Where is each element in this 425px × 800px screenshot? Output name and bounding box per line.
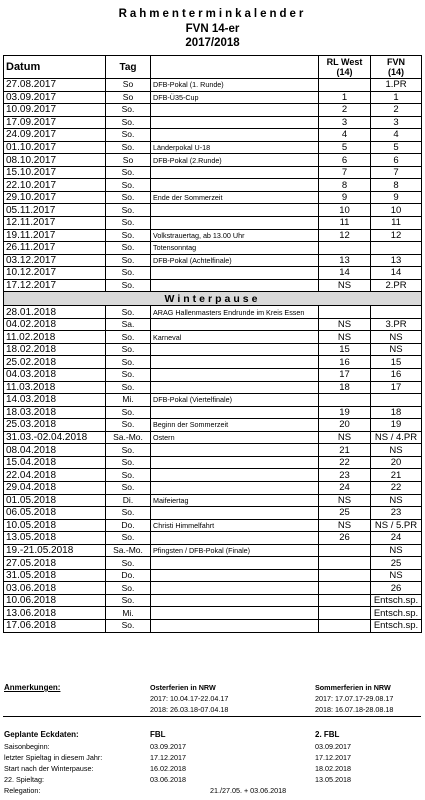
- cell-rl-west: 25: [319, 507, 371, 520]
- cell-tag: So.: [106, 331, 151, 344]
- cell-rl-west: [319, 394, 371, 407]
- cell-rl-west: [319, 306, 371, 319]
- cell-rl-west: 17: [319, 369, 371, 382]
- cell-tag: So.: [106, 254, 151, 267]
- table-row: [4, 494, 422, 507]
- eckdaten-title: Geplante Eckdaten:: [4, 730, 79, 739]
- cell-datum: 17.12.2017: [4, 279, 106, 292]
- winterpause-row: [4, 292, 422, 306]
- cell-rl-west: [319, 594, 371, 607]
- cell-fvn: 3.PR: [371, 318, 422, 331]
- eckdaten-2fbl-value: 03.09.2017: [315, 742, 351, 751]
- table-row: [4, 306, 422, 319]
- cell-tag: Mi.: [106, 607, 151, 620]
- table-header-row: [4, 56, 422, 79]
- eckdaten-fbl-value: 03.06.2018: [150, 775, 186, 784]
- sommerferien-2018: 2018: 16.07.18-28.08.18: [315, 705, 394, 714]
- cell-fvn: 2: [371, 104, 422, 117]
- cell-fvn: NS: [371, 544, 422, 557]
- cell-event: [151, 381, 319, 394]
- cell-fvn: 8: [371, 179, 422, 192]
- cell-datum: 10.12.2017: [4, 267, 106, 280]
- cell-datum: 14.03.2018: [4, 394, 106, 407]
- cell-datum: 13.05.2018: [4, 532, 106, 545]
- cell-tag: So.: [106, 242, 151, 255]
- cell-fvn: 9: [371, 191, 422, 204]
- cell-datum: 29.04.2018: [4, 481, 106, 494]
- table-row: [4, 191, 422, 204]
- cell-rl-west: 22: [319, 456, 371, 469]
- cell-rl-west: NS: [319, 279, 371, 292]
- column-header-fvn: [371, 56, 422, 79]
- cell-datum: 31.03.-02.04.2018: [4, 431, 106, 444]
- cell-event: [151, 619, 319, 632]
- cell-fvn: Entsch.sp.: [371, 594, 422, 607]
- sommerferien-2017: 2017: 17.07.17-29.08.17: [315, 694, 394, 703]
- eckdaten-2fbl-value: 13.05.2018: [315, 775, 351, 784]
- table-row: [4, 79, 422, 92]
- osterferien-title: Osterferien in NRW: [150, 683, 216, 692]
- cell-tag: So.: [106, 141, 151, 154]
- table-row: [4, 154, 422, 167]
- cell-fvn: [371, 242, 422, 255]
- cell-event: ARAG Hallenmasters Endrunde im Kreis Essen: [151, 306, 319, 319]
- table-row: [4, 607, 422, 620]
- cell-event: [151, 356, 319, 369]
- cell-tag: Di.: [106, 494, 151, 507]
- cell-fvn: 15: [371, 356, 422, 369]
- cell-fvn: 7: [371, 166, 422, 179]
- table-row: [4, 129, 422, 142]
- cell-rl-west: [319, 242, 371, 255]
- cell-fvn: 3: [371, 116, 422, 129]
- cell-datum: 11.03.2018: [4, 381, 106, 394]
- table-row: [4, 569, 422, 582]
- cell-tag: So.: [106, 557, 151, 570]
- cell-tag: Sa.-Mo.: [106, 544, 151, 557]
- cell-datum: 03.06.2018: [4, 582, 106, 595]
- cell-tag: Sa.: [106, 318, 151, 331]
- cell-event: DFB-Pokal (Viertelfinale): [151, 394, 319, 407]
- cell-datum: 03.09.2017: [4, 91, 106, 104]
- cell-fvn: 20: [371, 456, 422, 469]
- cell-rl-west: 15: [319, 343, 371, 356]
- column-header-event: [151, 56, 319, 79]
- eckdaten-fbl-value: 03.09.2017: [150, 742, 186, 751]
- cell-event: [151, 507, 319, 520]
- cell-event: [151, 456, 319, 469]
- anmerkungen-label: Anmerkungen:: [4, 683, 61, 692]
- cell-datum: 05.11.2017: [4, 204, 106, 217]
- table-row: [4, 469, 422, 482]
- section-divider: [3, 716, 421, 717]
- cell-rl-west: 18: [319, 381, 371, 394]
- cell-rl-west: 20: [319, 419, 371, 432]
- cell-tag: So.: [106, 532, 151, 545]
- cell-event: Ostern: [151, 431, 319, 444]
- table-row: [4, 507, 422, 520]
- cell-event: [151, 481, 319, 494]
- relegation-value: 21./27.05. + 03.06.2018: [210, 786, 287, 795]
- cell-fvn: NS: [371, 494, 422, 507]
- cell-fvn: NS / 5.PR: [371, 519, 422, 532]
- cell-rl-west: NS: [319, 331, 371, 344]
- cell-datum: 27.08.2017: [4, 79, 106, 92]
- table-row: [4, 141, 422, 154]
- cell-datum: 01.05.2018: [4, 494, 106, 507]
- cell-event: [151, 557, 319, 570]
- cell-tag: So.: [106, 306, 151, 319]
- page-title: Rahmenterminkalender: [118, 8, 307, 20]
- cell-tag: So.: [106, 267, 151, 280]
- cell-datum: 19.11.2017: [4, 229, 106, 242]
- cell-tag: So.: [106, 406, 151, 419]
- cell-datum: 25.03.2018: [4, 419, 106, 432]
- cell-rl-west: 2: [319, 104, 371, 117]
- cell-fvn: NS / 4.PR: [371, 431, 422, 444]
- table-row: [4, 267, 422, 280]
- cell-tag: So.: [106, 191, 151, 204]
- cell-fvn: 10: [371, 204, 422, 217]
- cell-event: Pfingsten / DFB-Pokal (Finale): [151, 544, 319, 557]
- cell-tag: So.: [106, 582, 151, 595]
- cell-event: Christi Himmelfahrt: [151, 519, 319, 532]
- cell-tag: So.: [106, 116, 151, 129]
- table-row: [4, 419, 422, 432]
- table-row: [4, 594, 422, 607]
- cell-tag: So.: [106, 179, 151, 192]
- cell-event: DFB-Pokal (1. Runde): [151, 79, 319, 92]
- cell-fvn: 1: [371, 91, 422, 104]
- cell-tag: So.: [106, 204, 151, 217]
- cell-fvn: 21: [371, 469, 422, 482]
- cell-rl-west: 11: [319, 217, 371, 230]
- cell-datum: 27.05.2018: [4, 557, 106, 570]
- cell-fvn: 5: [371, 141, 422, 154]
- cell-fvn: 6: [371, 154, 422, 167]
- table-row: [4, 116, 422, 129]
- table-row: [4, 166, 422, 179]
- cell-event: [151, 569, 319, 582]
- cell-rl-west: 12: [319, 229, 371, 242]
- cell-fvn: 13: [371, 254, 422, 267]
- table-row: [4, 456, 422, 469]
- cell-tag: So.: [106, 507, 151, 520]
- cell-rl-west: NS: [319, 318, 371, 331]
- cell-rl-west: [319, 557, 371, 570]
- calendar-table: [3, 55, 422, 633]
- cell-tag: So.: [106, 469, 151, 482]
- cell-tag: Do.: [106, 519, 151, 532]
- cell-tag: So.: [106, 217, 151, 230]
- cell-datum: 29.10.2017: [4, 191, 106, 204]
- cell-datum: 22.04.2018: [4, 469, 106, 482]
- cell-tag: So.: [106, 129, 151, 142]
- cell-rl-west: [319, 569, 371, 582]
- cell-event: [151, 129, 319, 142]
- cell-datum: 24.09.2017: [4, 129, 106, 142]
- cell-fvn: 14: [371, 267, 422, 280]
- cell-tag: So: [106, 154, 151, 167]
- column-header-rl-west: [319, 56, 371, 79]
- table-row: [4, 104, 422, 117]
- cell-datum: 28.01.2018: [4, 306, 106, 319]
- cell-datum: 12.11.2017: [4, 217, 106, 230]
- cell-datum: 17.09.2017: [4, 116, 106, 129]
- cell-rl-west: 6: [319, 154, 371, 167]
- eckdaten-2fbl-value: 17.12.2017: [315, 753, 351, 762]
- cell-event: [151, 406, 319, 419]
- cell-rl-west: 5: [319, 141, 371, 154]
- fvn-label: FVN: [387, 57, 405, 67]
- cell-tag: So.: [106, 343, 151, 356]
- cell-datum: 18.02.2018: [4, 343, 106, 356]
- cell-event: Ende der Sommerzeit: [151, 191, 319, 204]
- table-row: [4, 481, 422, 494]
- season-label: 2017/2018: [185, 37, 240, 49]
- cell-datum: 25.02.2018: [4, 356, 106, 369]
- cell-tag: So.: [106, 229, 151, 242]
- cell-fvn: Entsch.sp.: [371, 619, 422, 632]
- cell-datum: 08.10.2017: [4, 154, 106, 167]
- cell-tag: So.: [106, 279, 151, 292]
- eckdaten-label: letzter Spieltag in diesem Jahr:: [4, 753, 103, 762]
- cell-datum: 06.05.2018: [4, 507, 106, 520]
- eckdaten-fbl-value: 17.12.2017: [150, 753, 186, 762]
- cell-tag: So.: [106, 381, 151, 394]
- table-row: [4, 331, 422, 344]
- cell-fvn: [371, 394, 422, 407]
- cell-fvn: 16: [371, 369, 422, 382]
- cell-datum: 01.10.2017: [4, 141, 106, 154]
- cell-fvn: 22: [371, 481, 422, 494]
- cell-datum: 04.02.2018: [4, 318, 106, 331]
- cell-event: Totensonntag: [151, 242, 319, 255]
- cell-rl-west: 26: [319, 532, 371, 545]
- table-row: [4, 394, 422, 407]
- cell-event: [151, 217, 319, 230]
- cell-rl-west: [319, 79, 371, 92]
- cell-rl-west: NS: [319, 431, 371, 444]
- column-header-datum: Datum: [4, 56, 106, 79]
- cell-tag: So.: [106, 444, 151, 457]
- cell-event: DFB-Pokal (2.Runde): [151, 154, 319, 167]
- cell-fvn: 2.PR: [371, 279, 422, 292]
- table-row: [4, 356, 422, 369]
- fvn-count: (14): [387, 67, 404, 77]
- cell-event: [151, 116, 319, 129]
- cell-fvn: 23: [371, 507, 422, 520]
- cell-tag: So.: [106, 619, 151, 632]
- cell-rl-west: 8: [319, 179, 371, 192]
- cell-fvn: [371, 306, 422, 319]
- eckdaten-col-fbl: FBL: [150, 730, 166, 739]
- table-row: [4, 204, 422, 217]
- cell-datum: 13.06.2018: [4, 607, 106, 620]
- cell-rl-west: 4: [319, 129, 371, 142]
- cell-tag: So.: [106, 419, 151, 432]
- cell-rl-west: 19: [319, 406, 371, 419]
- cell-rl-west: 23: [319, 469, 371, 482]
- table-row: [4, 619, 422, 632]
- cell-event: [151, 279, 319, 292]
- cell-rl-west: 10: [319, 204, 371, 217]
- cell-tag: So.: [106, 356, 151, 369]
- table-row: [4, 431, 422, 444]
- sommerferien-title: Sommerferien in NRW: [315, 683, 391, 692]
- cell-datum: 08.04.2018: [4, 444, 106, 457]
- cell-fvn: 1.PR: [371, 79, 422, 92]
- cell-fvn: NS: [371, 444, 422, 457]
- cell-tag: So.: [106, 104, 151, 117]
- table-row: [4, 582, 422, 595]
- cell-datum: 04.03.2018: [4, 369, 106, 382]
- cell-tag: So.: [106, 369, 151, 382]
- cell-event: [151, 166, 319, 179]
- cell-rl-west: 9: [319, 191, 371, 204]
- table-row: [4, 343, 422, 356]
- cell-fvn: 26: [371, 582, 422, 595]
- cell-fvn: NS: [371, 569, 422, 582]
- eckdaten-col-2fbl: 2. FBL: [315, 730, 340, 739]
- cell-datum: 11.02.2018: [4, 331, 106, 344]
- cell-fvn: 11: [371, 217, 422, 230]
- cell-fvn: 25: [371, 557, 422, 570]
- cell-event: [151, 204, 319, 217]
- eckdaten-label: Start nach der Winterpause:: [4, 764, 94, 773]
- cell-datum: 18.03.2018: [4, 406, 106, 419]
- cell-tag: So.: [106, 456, 151, 469]
- cell-tag: So.: [106, 166, 151, 179]
- cell-rl-west: 16: [319, 356, 371, 369]
- table-row: [4, 91, 422, 104]
- cell-event: [151, 104, 319, 117]
- cell-event: Beginn der Sommerzeit: [151, 419, 319, 432]
- cell-tag: Do.: [106, 569, 151, 582]
- column-header-tag: Tag: [106, 56, 151, 79]
- cell-datum: 15.10.2017: [4, 166, 106, 179]
- cell-tag: So: [106, 91, 151, 104]
- cell-fvn: 24: [371, 532, 422, 545]
- rl-west-label: RL West: [326, 57, 363, 67]
- table-row: [4, 318, 422, 331]
- page-subtitle: FVN 14-er: [185, 23, 240, 35]
- table-row: [4, 444, 422, 457]
- cell-fvn: 12: [371, 229, 422, 242]
- cell-rl-west: NS: [319, 519, 371, 532]
- table-row: [4, 544, 422, 557]
- table-row: [4, 254, 422, 267]
- table-row: [4, 179, 422, 192]
- cell-tag: Mi.: [106, 394, 151, 407]
- cell-fvn: 17: [371, 381, 422, 394]
- cell-datum: 22.10.2017: [4, 179, 106, 192]
- cell-tag: Sa.-Mo.: [106, 431, 151, 444]
- table-row: [4, 532, 422, 545]
- cell-rl-west: NS: [319, 494, 371, 507]
- table-row: [4, 557, 422, 570]
- winterpause-label: Winterpause: [4, 292, 422, 306]
- table-row: [4, 217, 422, 230]
- cell-fvn: NS: [371, 343, 422, 356]
- cell-event: Länderpokal U-18: [151, 141, 319, 154]
- cell-rl-west: [319, 544, 371, 557]
- cell-event: [151, 607, 319, 620]
- cell-rl-west: 24: [319, 481, 371, 494]
- cell-rl-west: 13: [319, 254, 371, 267]
- cell-event: DFB-Ü35-Cup: [151, 91, 319, 104]
- cell-tag: So: [106, 79, 151, 92]
- cell-datum: 17.06.2018: [4, 619, 106, 632]
- table-row: [4, 229, 422, 242]
- cell-rl-west: 1: [319, 91, 371, 104]
- cell-event: [151, 179, 319, 192]
- cell-datum: 10.06.2018: [4, 594, 106, 607]
- cell-rl-west: 21: [319, 444, 371, 457]
- eckdaten-fbl-value: 16.02.2018: [150, 764, 186, 773]
- cell-event: [151, 343, 319, 356]
- cell-event: Volkstrauertag, ab 13.00 Uhr: [151, 229, 319, 242]
- cell-event: [151, 444, 319, 457]
- cell-rl-west: [319, 607, 371, 620]
- table-row: [4, 406, 422, 419]
- cell-event: [151, 369, 319, 382]
- cell-tag: So.: [106, 481, 151, 494]
- table-row: [4, 279, 422, 292]
- cell-event: [151, 532, 319, 545]
- cell-rl-west: 14: [319, 267, 371, 280]
- cell-event: DFB-Pokal (Achtelfinale): [151, 254, 319, 267]
- cell-fvn: 19: [371, 419, 422, 432]
- cell-fvn: 4: [371, 129, 422, 142]
- table-row: [4, 519, 422, 532]
- cell-rl-west: 7: [319, 166, 371, 179]
- cell-fvn: NS: [371, 331, 422, 344]
- relegation-label: Relegation:: [4, 786, 41, 795]
- table-row: [4, 369, 422, 382]
- cell-tag: So.: [106, 594, 151, 607]
- table-row: [4, 381, 422, 394]
- cell-datum: 31.05.2018: [4, 569, 106, 582]
- cell-datum: 15.04.2018: [4, 456, 106, 469]
- cell-rl-west: [319, 582, 371, 595]
- cell-datum: 10.05.2018: [4, 519, 106, 532]
- cell-event: [151, 582, 319, 595]
- cell-event: [151, 267, 319, 280]
- cell-event: [151, 318, 319, 331]
- cell-datum: 03.12.2017: [4, 254, 106, 267]
- eckdaten-label: 22. Spieltag:: [4, 775, 44, 784]
- osterferien-2017: 2017: 10.04.17-22.04.17: [150, 694, 229, 703]
- osterferien-2018: 2018: 26.03.18-07.04.18: [150, 705, 229, 714]
- rl-west-count: (14): [336, 67, 353, 77]
- cell-rl-west: 3: [319, 116, 371, 129]
- eckdaten-label: Saisonbeginn:: [4, 742, 50, 751]
- cell-event: [151, 594, 319, 607]
- table-row: [4, 242, 422, 255]
- cell-datum: 26.11.2017: [4, 242, 106, 255]
- cell-event: Maifeiertag: [151, 494, 319, 507]
- cell-event: [151, 469, 319, 482]
- eckdaten-2fbl-value: 18.02.2018: [315, 764, 351, 773]
- cell-event: Karneval: [151, 331, 319, 344]
- cell-fvn: 18: [371, 406, 422, 419]
- cell-datum: 10.09.2017: [4, 104, 106, 117]
- cell-datum: 19.-21.05.2018: [4, 544, 106, 557]
- cell-rl-west: [319, 619, 371, 632]
- cell-fvn: Entsch.sp.: [371, 607, 422, 620]
